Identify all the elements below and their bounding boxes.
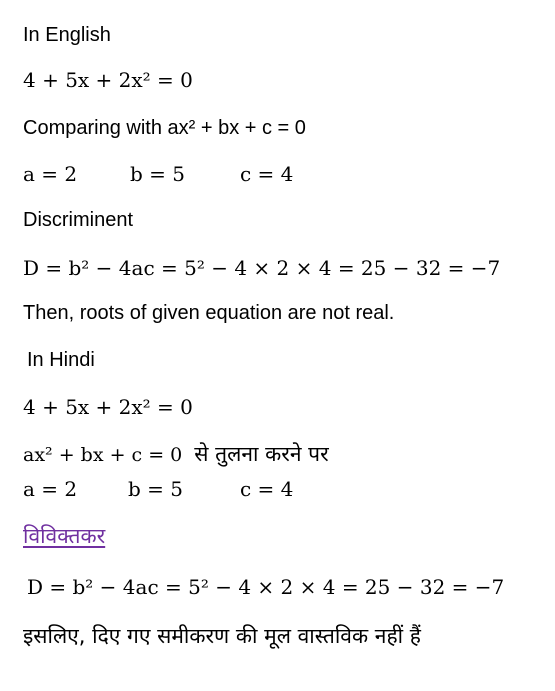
coefficient-c-english: c = 4 bbox=[240, 162, 294, 186]
english-heading: In English bbox=[23, 24, 111, 46]
comparing-statement: Comparing with ax² + bx + c = 0 bbox=[23, 117, 306, 139]
comparing-statement-hindi bbox=[23, 444, 329, 465]
discriminant-calculation-english: D = b² − 4ac = 5² − 4 × 2 × 4 = 25 − 32 = −7 bbox=[23, 256, 501, 280]
compare-form-math: ax² + bx + c = 0 bbox=[23, 444, 183, 466]
equation-english: 4 + 5x + 2x² = 0 bbox=[23, 68, 193, 92]
compare-hindi-text: से तुलना करने पर bbox=[194, 442, 329, 466]
discriminant-calculation-hindi: D = b² − 4ac = 5² − 4 × 2 × 4 = 25 − 32 = −7 bbox=[27, 575, 505, 599]
coefficient-b-hindi: b = 5 bbox=[128, 477, 183, 501]
discriminant-label-english: Discriminent bbox=[23, 209, 134, 231]
conclusion-hindi: इसलिए, दिए गए समीकरण की मूल वास्तविक नहीं हैं bbox=[23, 624, 421, 648]
coefficient-b-english: b = 5 bbox=[130, 162, 185, 186]
coefficient-a-english: a = 2 bbox=[23, 162, 78, 186]
discriminant-label-hindi: विविक्तकर bbox=[23, 524, 106, 548]
coefficient-a-hindi: a = 2 bbox=[23, 477, 78, 501]
hindi-heading: In Hindi bbox=[27, 349, 95, 371]
equation-hindi-section: 4 + 5x + 2x² = 0 bbox=[23, 395, 193, 419]
coefficient-c-hindi: c = 4 bbox=[240, 477, 294, 501]
conclusion-english: Then, roots of given equation are not real. bbox=[23, 302, 395, 324]
